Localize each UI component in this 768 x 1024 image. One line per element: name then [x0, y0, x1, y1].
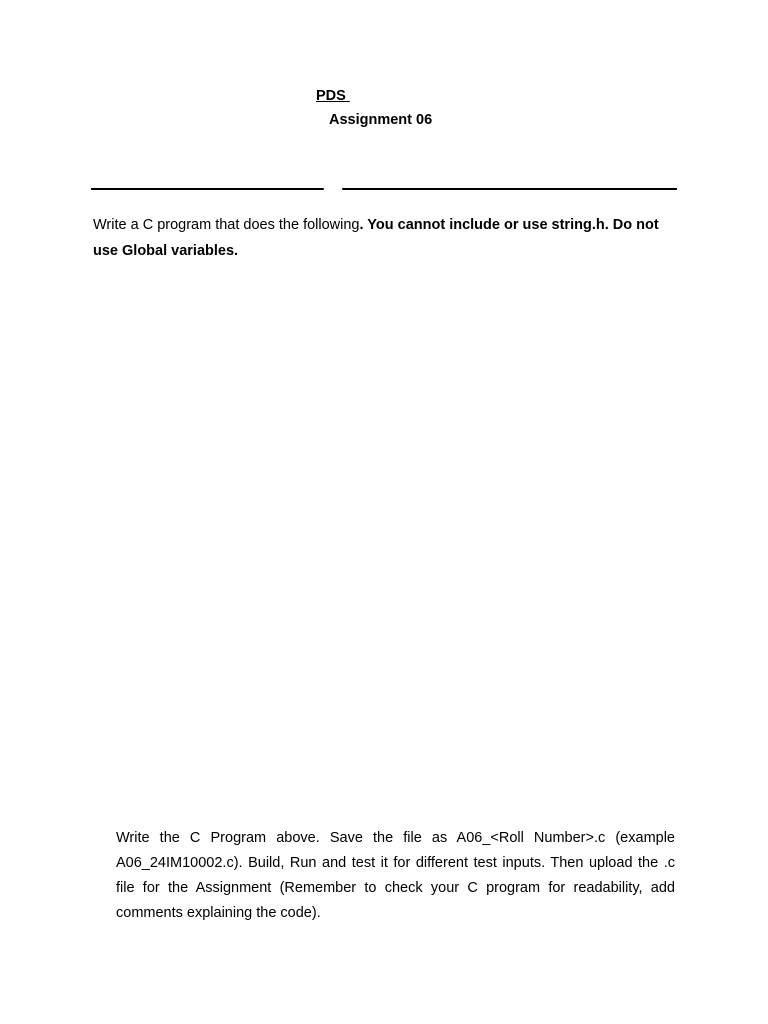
course-heading: PDS — [316, 88, 350, 104]
submission-note: Write the C Program above. Save the file as A06_<Roll Number>.c (example A06_24IM10002.c). Build, Run and test it for different test inputs. Then upload the .c file for the Assignment (Remember to check your C program for readability, add comments explaining the code). — [116, 830, 675, 921]
header-divider-left — [91, 188, 322, 190]
instructions-paragraph — [93, 212, 683, 264]
instructions-rules: . You cannot include or use string.h. Do not use Global variables. — [93, 217, 659, 259]
header-divider-left-cap — [320, 188, 324, 190]
instructions-intro: Write a C program that does the following — [93, 217, 360, 233]
assignment-title: Assignment 06 — [329, 112, 433, 128]
header-divider-right — [344, 188, 677, 190]
